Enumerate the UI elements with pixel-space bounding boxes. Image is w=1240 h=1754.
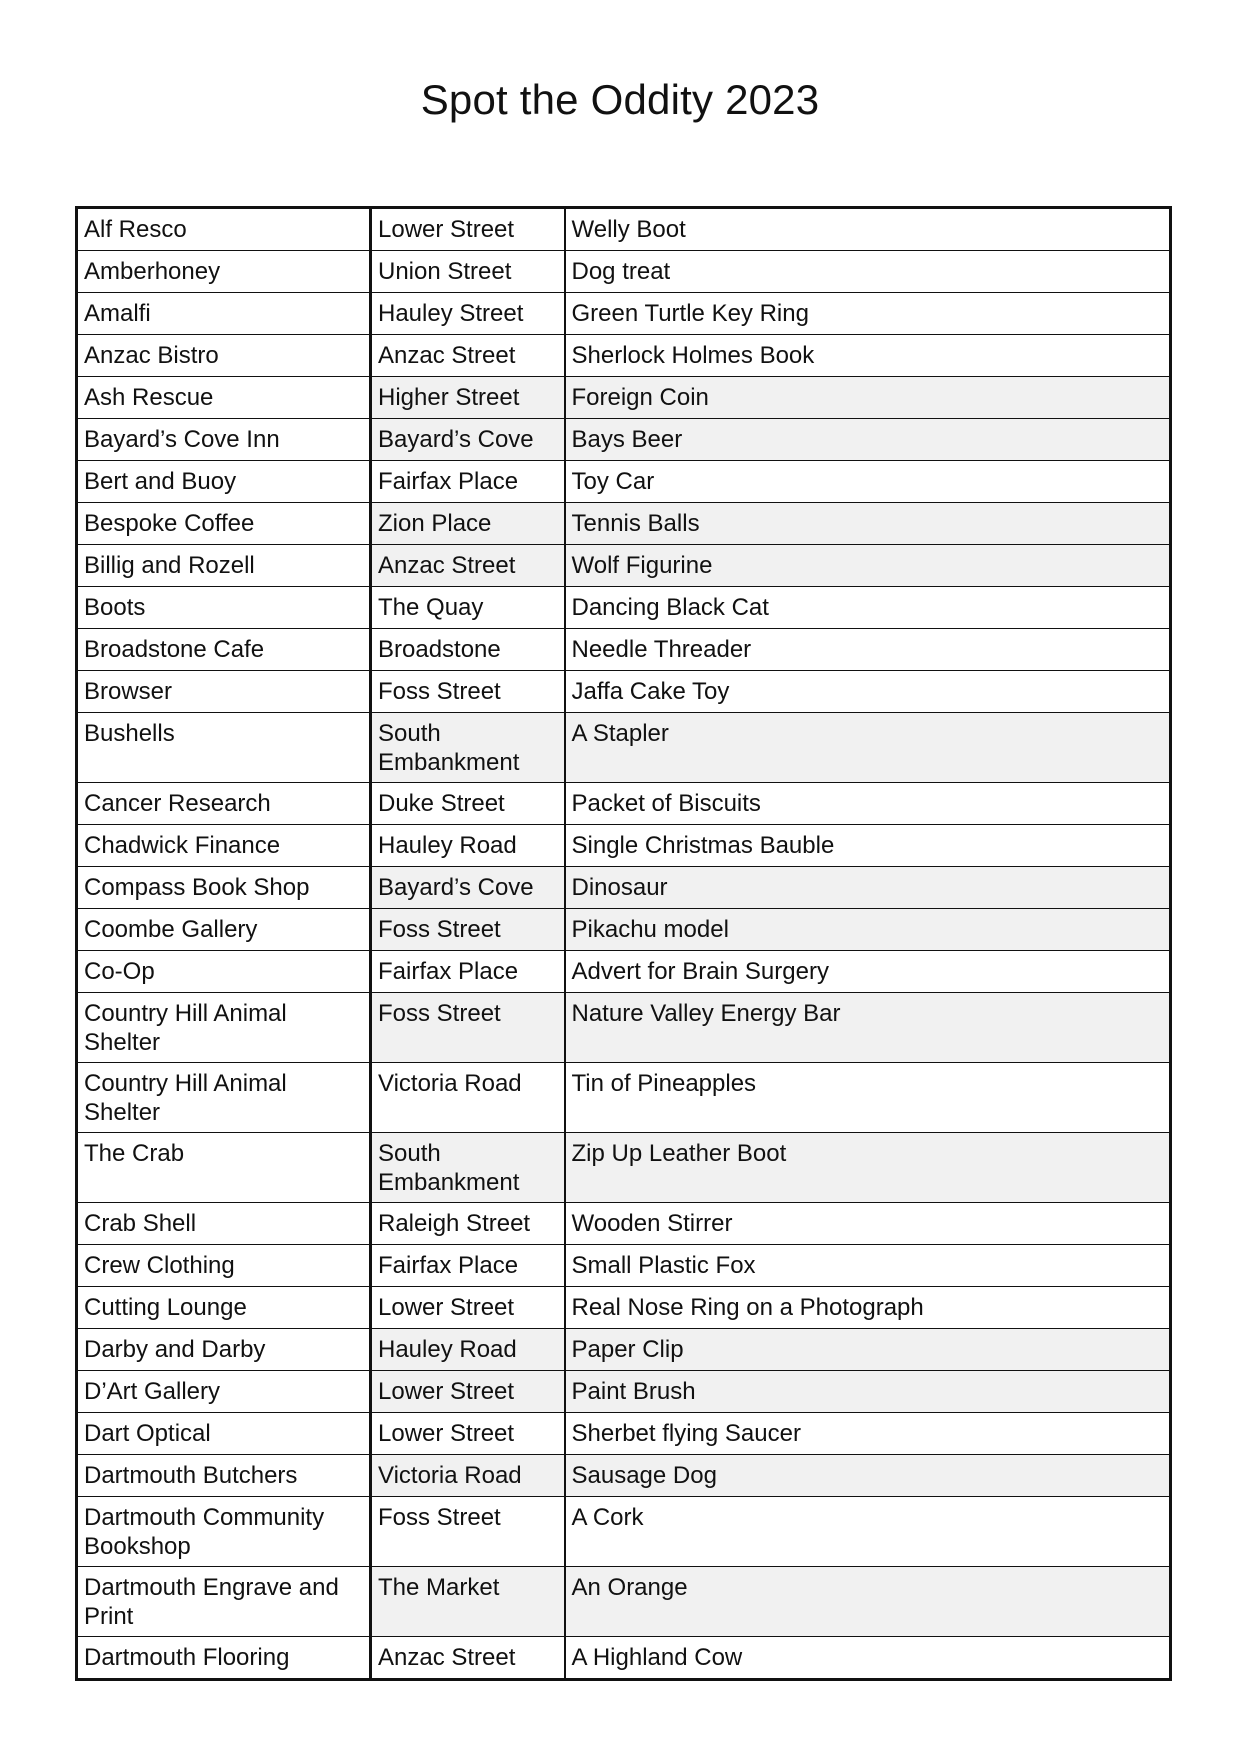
oddity-cell: Dancing Black Cat bbox=[565, 587, 1171, 629]
street-cell: The Quay bbox=[371, 587, 565, 629]
oddity-cell: Welly Boot bbox=[565, 208, 1171, 251]
street-cell: Anzac Street bbox=[371, 335, 565, 377]
table-row bbox=[77, 293, 1171, 335]
street-cell: Union Street bbox=[371, 251, 565, 293]
business-cell: D’Art Gallery bbox=[77, 1371, 371, 1413]
table-row bbox=[77, 461, 1171, 503]
table-row bbox=[77, 377, 1171, 419]
table-row bbox=[77, 993, 1171, 1063]
street-cell: Hauley Road bbox=[371, 1329, 565, 1371]
oddity-cell: Tennis Balls bbox=[565, 503, 1171, 545]
table-row bbox=[77, 419, 1171, 461]
business-cell: Compass Book Shop bbox=[77, 867, 371, 909]
oddity-cell: Single Christmas Bauble bbox=[565, 825, 1171, 867]
oddity-cell: Wolf Figurine bbox=[565, 545, 1171, 587]
table-row bbox=[77, 587, 1171, 629]
oddity-cell: Paint Brush bbox=[565, 1371, 1171, 1413]
street-cell: Broadstone bbox=[371, 629, 565, 671]
table-row bbox=[77, 629, 1171, 671]
oddity-cell: Real Nose Ring on a Photograph bbox=[565, 1287, 1171, 1329]
oddity-cell: Jaffa Cake Toy bbox=[565, 671, 1171, 713]
oddity-cell: An Orange bbox=[565, 1567, 1171, 1637]
business-cell: Ash Rescue bbox=[77, 377, 371, 419]
business-cell: Dart Optical bbox=[77, 1413, 371, 1455]
oddity-table-body bbox=[77, 208, 1171, 1680]
table-row bbox=[77, 1133, 1171, 1203]
street-cell: Victoria Road bbox=[371, 1455, 565, 1497]
table-row bbox=[77, 783, 1171, 825]
street-cell: Fairfax Place bbox=[371, 1245, 565, 1287]
oddity-cell: Dog treat bbox=[565, 251, 1171, 293]
table-row bbox=[77, 1413, 1171, 1455]
table-row bbox=[77, 1637, 1171, 1680]
business-cell: Crab Shell bbox=[77, 1203, 371, 1245]
business-cell: Dartmouth Flooring bbox=[77, 1637, 371, 1680]
street-cell: Lower Street bbox=[371, 1371, 565, 1413]
oddity-cell: Small Plastic Fox bbox=[565, 1245, 1171, 1287]
table-row bbox=[77, 251, 1171, 293]
business-cell: Cutting Lounge bbox=[77, 1287, 371, 1329]
table-row bbox=[77, 1567, 1171, 1637]
table-row bbox=[77, 1203, 1171, 1245]
oddity-cell: Nature Valley Energy Bar bbox=[565, 993, 1171, 1063]
business-cell: Crew Clothing bbox=[77, 1245, 371, 1287]
table-row bbox=[77, 1245, 1171, 1287]
oddity-cell: Zip Up Leather Boot bbox=[565, 1133, 1171, 1203]
business-cell: Bespoke Coffee bbox=[77, 503, 371, 545]
table-row bbox=[77, 503, 1171, 545]
table-row bbox=[77, 671, 1171, 713]
table-row bbox=[77, 335, 1171, 377]
street-cell: Lower Street bbox=[371, 1287, 565, 1329]
table-row bbox=[77, 713, 1171, 783]
street-cell: Zion Place bbox=[371, 503, 565, 545]
oddity-cell: Bays Beer bbox=[565, 419, 1171, 461]
street-cell: Anzac Street bbox=[371, 1637, 565, 1680]
table-row bbox=[77, 825, 1171, 867]
business-cell: Dartmouth Engrave and Print bbox=[77, 1567, 371, 1637]
oddity-cell: Foreign Coin bbox=[565, 377, 1171, 419]
business-cell: Boots bbox=[77, 587, 371, 629]
street-cell: The Market bbox=[371, 1567, 565, 1637]
oddity-table bbox=[75, 206, 1172, 1681]
business-cell: Anzac Bistro bbox=[77, 335, 371, 377]
business-cell: Broadstone Cafe bbox=[77, 629, 371, 671]
street-cell: Fairfax Place bbox=[371, 951, 565, 993]
business-cell: The Crab bbox=[77, 1133, 371, 1203]
business-cell: Bert and Buoy bbox=[77, 461, 371, 503]
business-cell: Amberhoney bbox=[77, 251, 371, 293]
business-cell: Dartmouth Butchers bbox=[77, 1455, 371, 1497]
table-row bbox=[77, 545, 1171, 587]
street-cell: Anzac Street bbox=[371, 545, 565, 587]
business-cell: Bushells bbox=[77, 713, 371, 783]
business-cell: Country Hill Animal Shelter bbox=[77, 1063, 371, 1133]
street-cell: Lower Street bbox=[371, 1413, 565, 1455]
business-cell: Amalfi bbox=[77, 293, 371, 335]
business-cell: Cancer Research bbox=[77, 783, 371, 825]
oddity-cell: Needle Threader bbox=[565, 629, 1171, 671]
oddity-cell: Wooden Stirrer bbox=[565, 1203, 1171, 1245]
table-row bbox=[77, 867, 1171, 909]
street-cell: Higher Street bbox=[371, 377, 565, 419]
oddity-cell: Packet of Biscuits bbox=[565, 783, 1171, 825]
table-row bbox=[77, 1063, 1171, 1133]
business-cell: Coombe Gallery bbox=[77, 909, 371, 951]
oddity-cell: A Stapler bbox=[565, 713, 1171, 783]
table-row bbox=[77, 1329, 1171, 1371]
street-cell: Foss Street bbox=[371, 1497, 565, 1567]
table-row bbox=[77, 1287, 1171, 1329]
street-cell: Foss Street bbox=[371, 993, 565, 1063]
oddity-cell: Pikachu model bbox=[565, 909, 1171, 951]
oddity-cell: Tin of Pineapples bbox=[565, 1063, 1171, 1133]
street-cell: Lower Street bbox=[371, 208, 565, 251]
street-cell: Raleigh Street bbox=[371, 1203, 565, 1245]
business-cell: Co-Op bbox=[77, 951, 371, 993]
oddity-cell: Paper Clip bbox=[565, 1329, 1171, 1371]
oddity-cell: Sausage Dog bbox=[565, 1455, 1171, 1497]
table-row bbox=[77, 951, 1171, 993]
business-cell: Country Hill Animal Shelter bbox=[77, 993, 371, 1063]
business-cell: Darby and Darby bbox=[77, 1329, 371, 1371]
street-cell: Hauley Street bbox=[371, 293, 565, 335]
street-cell: South Embankment bbox=[371, 713, 565, 783]
table-row bbox=[77, 909, 1171, 951]
oddity-cell: Sherbet flying Saucer bbox=[565, 1413, 1171, 1455]
page-title: Spot the Oddity 2023 bbox=[420, 76, 820, 123]
business-cell: Bayard’s Cove Inn bbox=[77, 419, 371, 461]
oddity-cell: A Highland Cow bbox=[565, 1637, 1171, 1680]
business-cell: Dartmouth Community Bookshop bbox=[77, 1497, 371, 1567]
table-row bbox=[77, 1455, 1171, 1497]
street-cell: South Embankment bbox=[371, 1133, 565, 1203]
street-cell: Duke Street bbox=[371, 783, 565, 825]
street-cell: Bayard’s Cove bbox=[371, 867, 565, 909]
street-cell: Bayard’s Cove bbox=[371, 419, 565, 461]
business-cell: Browser bbox=[77, 671, 371, 713]
business-cell: Billig and Rozell bbox=[77, 545, 371, 587]
table-row bbox=[77, 1371, 1171, 1413]
oddity-cell: Dinosaur bbox=[565, 867, 1171, 909]
oddity-cell: Sherlock Holmes Book bbox=[565, 335, 1171, 377]
oddity-cell: Advert for Brain Surgery bbox=[565, 951, 1171, 993]
table-row bbox=[77, 1497, 1171, 1567]
street-cell: Hauley Road bbox=[371, 825, 565, 867]
street-cell: Victoria Road bbox=[371, 1063, 565, 1133]
business-cell: Chadwick Finance bbox=[77, 825, 371, 867]
oddity-cell: Toy Car bbox=[565, 461, 1171, 503]
street-cell: Fairfax Place bbox=[371, 461, 565, 503]
business-cell: Alf Resco bbox=[77, 208, 371, 251]
street-cell: Foss Street bbox=[371, 671, 565, 713]
oddity-cell: A Cork bbox=[565, 1497, 1171, 1567]
street-cell: Foss Street bbox=[371, 909, 565, 951]
table-row bbox=[77, 208, 1171, 251]
oddity-cell: Green Turtle Key Ring bbox=[565, 293, 1171, 335]
